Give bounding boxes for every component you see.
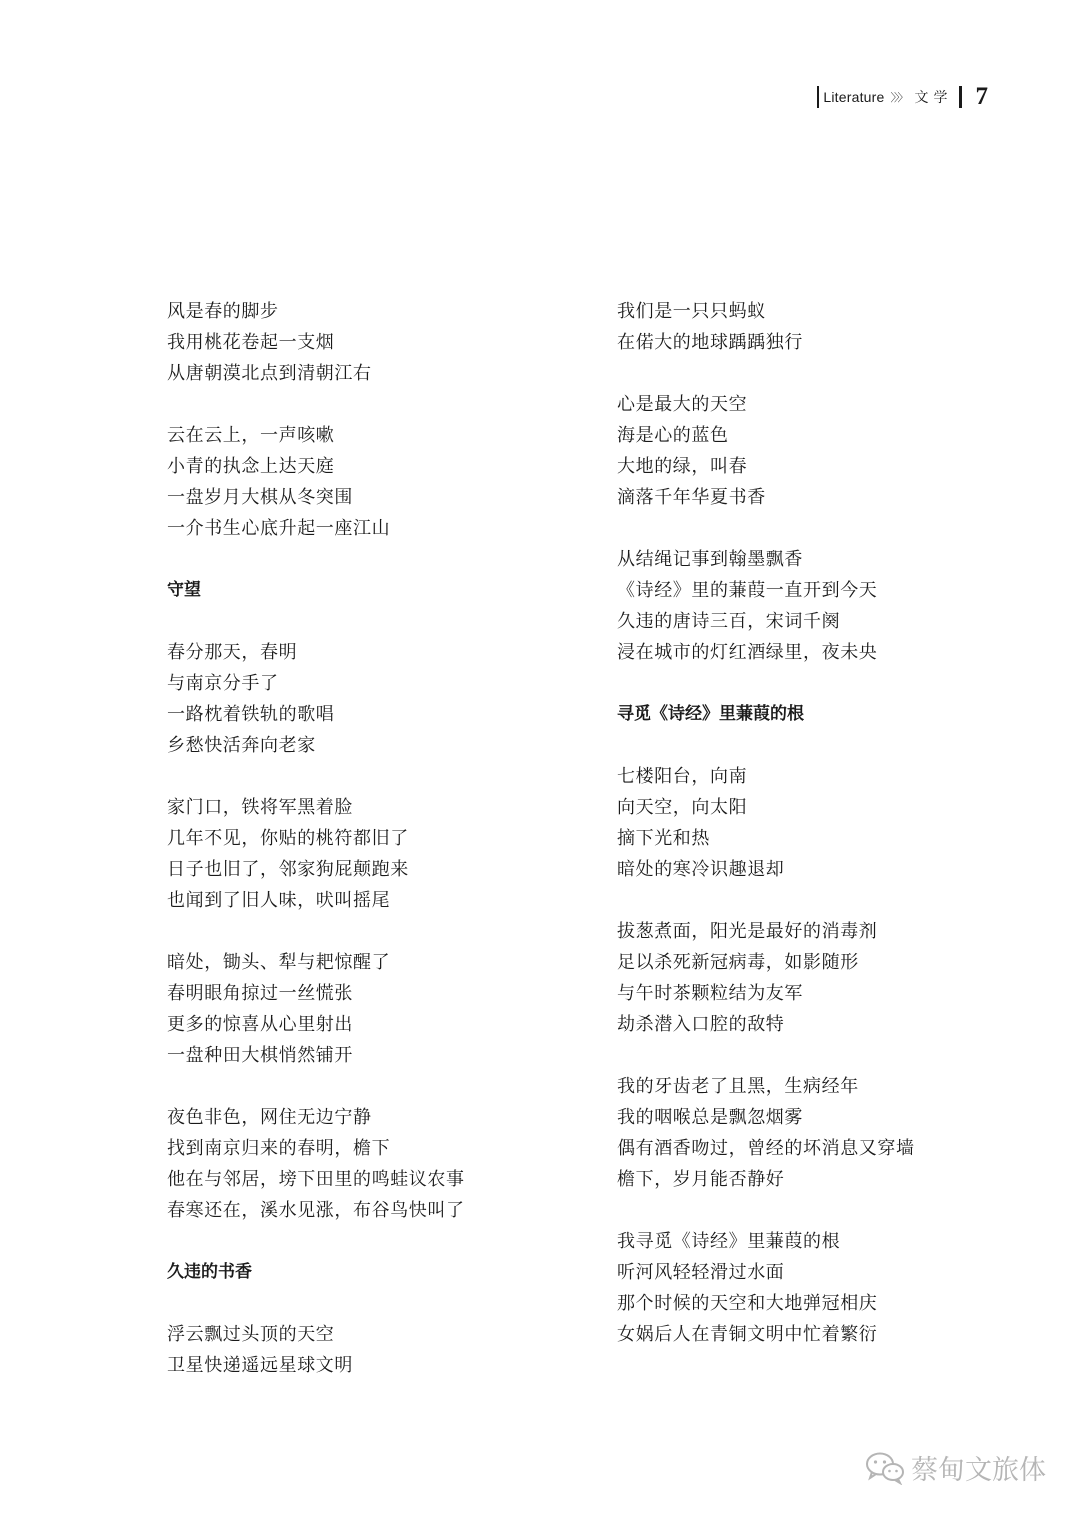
poem-line: 从唐朝漠北点到清朝江右 — [167, 363, 372, 384]
poem-line: 日子也旧了，邻家狗屁颠跑来 — [167, 859, 409, 880]
stanza — [167, 1319, 567, 1381]
stanza — [617, 916, 1017, 1040]
left-column — [167, 296, 567, 1412]
page-header — [817, 84, 988, 110]
poem-line: 那个时候的天空和大地弹冠相庆 — [617, 1293, 878, 1314]
poem-line: 滴落千年华夏书香 — [617, 487, 766, 508]
poem-line: 我寻觅《诗经》里蒹葭的根 — [617, 1231, 841, 1252]
poem-line: 暗处，锄头、犁与耙惊醒了 — [167, 952, 391, 973]
poem-line: 从结绳记事到翰墨飘香 — [617, 549, 803, 570]
poem-line: 家门口，铁将军黑着脸 — [167, 797, 353, 818]
poem-line: 大地的绿，叫春 — [617, 456, 748, 477]
poem-line: 《诗经》里的蒹葭一直开到今天 — [617, 580, 878, 601]
poem-line: 也闻到了旧人味，吠叫摇尾 — [167, 890, 391, 911]
poem-line: 几年不见，你贴的桃符都旧了 — [167, 828, 409, 849]
poem-line: 春寒还在，溪水见涨，布谷鸟快叫了 — [167, 1200, 465, 1221]
stanza — [167, 637, 567, 761]
poem-title: 寻觅《诗经》里蒹葭的根 — [617, 704, 804, 724]
poem-line: 一盘岁月大棋从冬突围 — [167, 487, 353, 508]
poem-line: 拔葱煮面，阳光是最好的消毒剂 — [617, 921, 878, 942]
poem-line: 风是春的脚步 — [167, 301, 279, 322]
page-number: 7 — [975, 83, 988, 110]
poem-line: 与午时茶颗粒结为友军 — [617, 983, 803, 1004]
poem-line: 听河风轻轻滑过水面 — [617, 1262, 785, 1283]
poem-line: 一盘种田大棋悄然铺开 — [167, 1045, 353, 1066]
poem-line: 他在与邻居，塝下田里的鸣蛙议农事 — [167, 1169, 465, 1190]
poem-line: 我的牙齿老了且黑，生病经年 — [617, 1076, 859, 1097]
poem-line: 我的咽喉总是飘忽烟雾 — [617, 1107, 803, 1128]
poem-line: 在偌大的地球踽踽独行 — [617, 332, 803, 353]
poem-line: 檐下，岁月能否静好 — [617, 1169, 785, 1190]
poem-line: 卫星快递遥远星球文明 — [167, 1355, 353, 1376]
poem-line: 浮云飘过头顶的天空 — [167, 1324, 335, 1345]
poem-line: 春分那天，春明 — [167, 642, 298, 663]
poem-line: 一路枕着铁轨的歌唱 — [167, 704, 335, 725]
right-column — [617, 296, 1017, 1381]
poem-line: 劫杀潜入口腔的敌特 — [617, 1014, 785, 1035]
poem-line: 摘下光和热 — [617, 828, 710, 849]
poem-line: 春明眼角掠过一丝慌张 — [167, 983, 353, 1004]
poem-line: 找到南京归来的春明，檐下 — [167, 1138, 391, 1159]
stanza — [167, 947, 567, 1071]
stanza — [167, 296, 567, 389]
wechat-icon — [865, 1451, 905, 1485]
poem-line: 我用桃花卷起一支烟 — [167, 332, 335, 353]
poem-line: 一介书生心底升起一座江山 — [167, 518, 391, 539]
poem-line: 云在云上，一声咳嗽 — [167, 425, 335, 446]
poem-line: 与南京分手了 — [167, 673, 279, 694]
stanza — [167, 792, 567, 916]
poem-title: 久违的书香 — [167, 1262, 252, 1282]
poem-line: 更多的惊喜从心里射出 — [167, 1014, 353, 1035]
poem-line: 夜色非色，网住无边宁静 — [167, 1107, 372, 1128]
poem-line: 向天空，向太阳 — [617, 797, 748, 818]
poem-line: 心是最大的天空 — [617, 394, 748, 415]
section-label: Literature — [823, 89, 885, 105]
poem-line: 久违的唐诗三百，宋词千阕 — [617, 611, 841, 632]
poem-line: 女娲后人在青铜文明中忙着繁衍 — [617, 1324, 878, 1345]
watermark — [865, 1448, 1046, 1487]
poem-line: 乡愁快活奔向老家 — [167, 735, 316, 756]
poem-line: 我们是一只只蚂蚁 — [617, 301, 766, 322]
poem-line: 小青的执念上达天庭 — [167, 456, 335, 477]
poem-line: 浸在城市的灯红酒绿里，夜未央 — [617, 642, 878, 663]
stanza — [617, 1226, 1017, 1350]
stanza — [617, 761, 1017, 885]
chevrons-icon: 〉〉〉 — [890, 92, 907, 104]
header-divider — [959, 86, 962, 108]
watermark-text: 蔡甸文旅体 — [911, 1455, 1046, 1486]
poem-line: 暗处的寒冷识趣退却 — [617, 859, 785, 880]
stanza — [617, 1071, 1017, 1195]
poem-title: 守望 — [167, 580, 201, 600]
stanza — [617, 389, 1017, 513]
poem-line: 七楼阳台，向南 — [617, 766, 748, 787]
stanza — [167, 420, 567, 544]
section-label-cn: 文学 — [914, 89, 953, 105]
header-divider — [817, 86, 819, 108]
poem-line: 足以杀死新冠病毒，如影随形 — [617, 952, 859, 973]
poem-line: 偶有酒香吻过，曾经的坏消息又穿墙 — [617, 1138, 915, 1159]
stanza — [617, 544, 1017, 668]
stanza — [167, 1102, 567, 1226]
stanza — [617, 296, 1017, 358]
poem-line: 海是心的蓝色 — [617, 425, 729, 446]
